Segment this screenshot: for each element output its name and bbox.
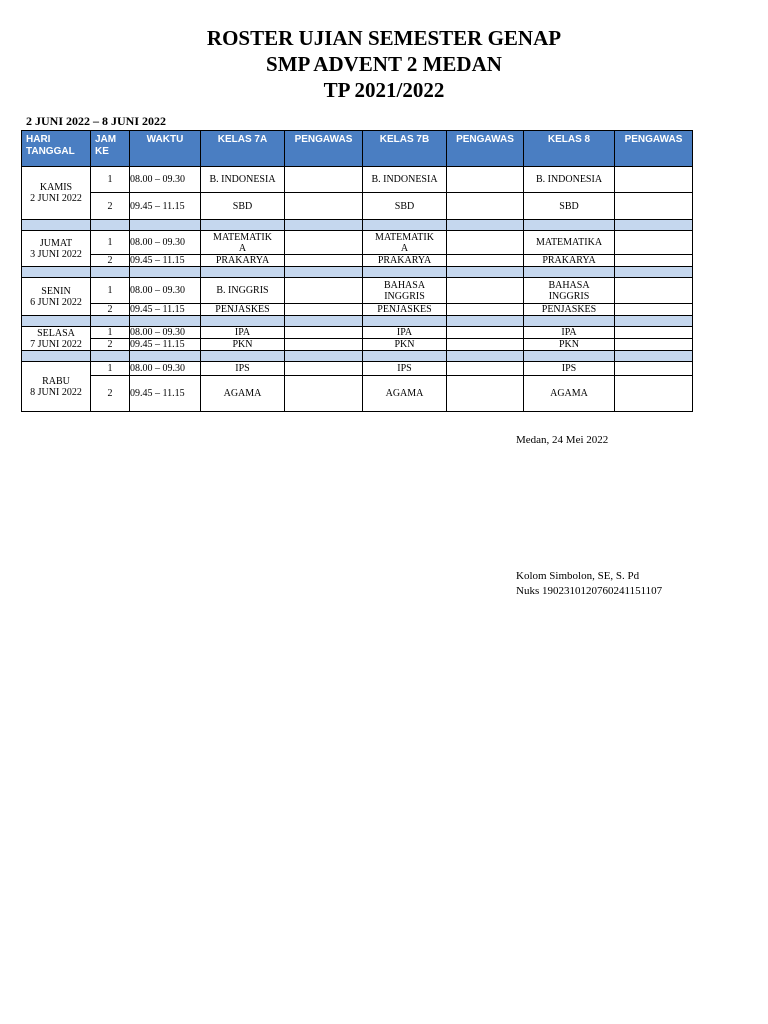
day-date: 6 JUNI 2022 [30, 296, 82, 308]
kelas-8-cell: SBD [524, 193, 615, 220]
pengawas-cell [285, 231, 363, 255]
academic-year: TP 2021/2022 [323, 78, 445, 102]
pengawas-cell [285, 255, 363, 267]
jam-ke-cell: 2 [91, 376, 130, 412]
waktu-cell: 08.00 – 09.30 [130, 327, 201, 339]
table-row [22, 255, 693, 267]
separator-cell [447, 316, 524, 327]
day-date-cell [22, 362, 91, 412]
table-row [22, 304, 693, 316]
day-date-cell [22, 231, 91, 267]
kelas-8-cell: B. INDONESIA [524, 167, 615, 193]
pengawas-cell [615, 231, 693, 255]
day-name: JUMAT [39, 237, 73, 249]
pengawas-cell [285, 376, 363, 412]
pengawas-cell [285, 304, 363, 316]
table-row [22, 167, 693, 193]
kelas-7b-cell: PRAKARYA [363, 255, 447, 267]
day-date: 8 JUNI 2022 [30, 386, 82, 398]
separator-cell [447, 220, 524, 231]
day-name: RABU [42, 375, 70, 387]
table-row [22, 376, 693, 412]
jam-ke-cell: 1 [91, 362, 130, 376]
separator-cell [91, 316, 130, 327]
kelas-7a-cell: PENJASKES [201, 304, 285, 316]
pengawas-cell [615, 278, 693, 304]
day-date-cell [22, 327, 91, 351]
jam-ke-cell: 2 [91, 339, 130, 351]
pengawas-cell [285, 327, 363, 339]
separator-cell [524, 316, 615, 327]
pengawas-cell [615, 362, 693, 376]
kelas-7b-cell: SBD [363, 193, 447, 220]
separator-row [22, 267, 693, 278]
header-kelas-8: KELAS 8 [524, 131, 615, 167]
pengawas-cell [285, 362, 363, 376]
pengawas-cell [447, 327, 524, 339]
header-pengawas: PENGAWAS [285, 131, 363, 167]
pengawas-cell [285, 339, 363, 351]
separator-cell [524, 220, 615, 231]
jam-ke-cell: 2 [91, 193, 130, 220]
pengawas-cell [447, 376, 524, 412]
waktu-cell: 08.00 – 09.30 [130, 167, 201, 193]
school-name: SMP ADVENT 2 MEDAN [266, 52, 502, 76]
separator-cell [615, 351, 693, 362]
kelas-7b-cell: IPA [363, 327, 447, 339]
separator-cell [201, 351, 285, 362]
kelas-8-cell: IPS [524, 362, 615, 376]
table-row [22, 231, 693, 255]
kelas-7b-cell: PENJASKES [363, 304, 447, 316]
kelas-8-cell: AGAMA [524, 376, 615, 412]
table-row [22, 327, 693, 339]
separator-cell [285, 267, 363, 278]
kelas-7b-cell: B. INDONESIA [363, 167, 447, 193]
header-kelas-7b: KELAS 7B [363, 131, 447, 167]
signature-id: Nuks 1902310120760241151107 [516, 585, 663, 597]
kelas-7a-cell: IPA [201, 327, 285, 339]
kelas-7b-cell: BAHASA INGGRIS [363, 278, 447, 304]
separator-cell [615, 267, 693, 278]
kelas-7a-cell: PRAKARYA [201, 255, 285, 267]
separator-cell [22, 267, 91, 278]
separator-cell [524, 351, 615, 362]
kelas-7a-cell: MATEMATIK A [201, 231, 285, 255]
separator-cell [130, 316, 201, 327]
jam-ke-cell: 2 [91, 304, 130, 316]
header-waktu: WAKTU [130, 131, 201, 167]
waktu-cell: 08.00 – 09.30 [130, 362, 201, 376]
pengawas-cell [447, 339, 524, 351]
kelas-8-cell: PKN [524, 339, 615, 351]
table-header-row [22, 131, 693, 167]
kelas-8-cell: MATEMATIKA [524, 231, 615, 255]
separator-cell [130, 351, 201, 362]
separator-cell [201, 220, 285, 231]
kelas-7a-cell: AGAMA [201, 376, 285, 412]
separator-cell [615, 316, 693, 327]
separator-cell [447, 267, 524, 278]
separator-row [22, 351, 693, 362]
kelas-7a-cell: PKN [201, 339, 285, 351]
page-title: ROSTER UJIAN SEMESTER GENAP [206, 26, 562, 50]
waktu-cell: 09.45 – 11.15 [130, 376, 201, 412]
header-pengawas: PENGAWAS [615, 131, 693, 167]
pengawas-cell [285, 278, 363, 304]
pengawas-cell [615, 255, 693, 267]
day-date-cell [22, 278, 91, 316]
kelas-7b-cell: IPS [363, 362, 447, 376]
signature-place-date: Medan, 24 Mei 2022 [516, 434, 609, 446]
separator-cell [201, 267, 285, 278]
day-name: KAMIS [39, 182, 73, 193]
date-range: 2 JUNI 2022 – 8 JUNI 2022 [26, 114, 167, 128]
day-date-cell [22, 167, 91, 220]
waktu-cell: 08.00 – 09.30 [130, 278, 201, 304]
separator-cell [447, 351, 524, 362]
separator-cell [363, 316, 447, 327]
header-jam-ke: JAM KE [91, 131, 130, 167]
kelas-8-cell: PENJASKES [524, 304, 615, 316]
kelas-7a-cell: B. INDONESIA [201, 167, 285, 193]
header-hari-tanggal: HARI TANGGAL [22, 131, 91, 167]
header-kelas-7a: KELAS 7A [201, 131, 285, 167]
pengawas-cell [615, 339, 693, 351]
day-name: SENIN [41, 285, 71, 297]
waktu-cell: 09.45 – 11.15 [130, 304, 201, 316]
day-date: 7 JUNI 2022 [30, 338, 82, 350]
separator-row [22, 220, 693, 231]
separator-cell [22, 316, 91, 327]
kelas-8-cell: IPA [524, 327, 615, 339]
separator-cell [524, 267, 615, 278]
separator-cell [22, 220, 91, 231]
waktu-cell: 09.45 – 11.15 [130, 339, 201, 351]
separator-cell [285, 351, 363, 362]
pengawas-cell [615, 376, 693, 412]
separator-cell [285, 316, 363, 327]
separator-cell [363, 351, 447, 362]
separator-cell [285, 220, 363, 231]
separator-cell [91, 220, 130, 231]
separator-cell [22, 351, 91, 362]
pengawas-cell [615, 193, 693, 220]
pengawas-cell [615, 167, 693, 193]
jam-ke-cell: 1 [91, 167, 130, 193]
jam-ke-cell: 1 [91, 327, 130, 339]
kelas-7a-cell: SBD [201, 193, 285, 220]
day-name: SELASA [37, 327, 75, 339]
waktu-cell: 09.45 – 11.15 [130, 193, 201, 220]
kelas-8-cell: PRAKARYA [524, 255, 615, 267]
pengawas-cell [447, 167, 524, 193]
pengawas-cell [285, 193, 363, 220]
separator-row [22, 316, 693, 327]
separator-cell [363, 220, 447, 231]
separator-cell [130, 220, 201, 231]
exam-roster-table [21, 130, 693, 412]
kelas-7b-cell: PKN [363, 339, 447, 351]
kelas-7a-cell: B. INGGRIS [201, 278, 285, 304]
table-row [22, 278, 693, 304]
separator-cell [91, 267, 130, 278]
kelas-7a-cell: IPS [201, 362, 285, 376]
separator-cell [363, 267, 447, 278]
kelas-7b-cell: AGAMA [363, 376, 447, 412]
separator-cell [201, 316, 285, 327]
table-row [22, 339, 693, 351]
kelas-7b-cell: MATEMATIK A [363, 231, 447, 255]
signature-name: Kolom Simbolon, SE, S. Pd [516, 570, 640, 582]
pengawas-cell [615, 327, 693, 339]
pengawas-cell [447, 278, 524, 304]
pengawas-cell [447, 231, 524, 255]
day-date: 2 JUNI 2022 [30, 193, 82, 204]
waktu-cell: 09.45 – 11.15 [130, 255, 201, 267]
waktu-cell: 08.00 – 09.30 [130, 231, 201, 255]
separator-cell [91, 351, 130, 362]
jam-ke-cell: 1 [91, 278, 130, 304]
pengawas-cell [615, 304, 693, 316]
separator-cell [615, 220, 693, 231]
jam-ke-cell: 1 [91, 231, 130, 255]
table-row [22, 193, 693, 220]
pengawas-cell [285, 167, 363, 193]
pengawas-cell [447, 255, 524, 267]
kelas-8-cell: BAHASA INGGRIS [524, 278, 615, 304]
table-row [22, 362, 693, 376]
pengawas-cell [447, 304, 524, 316]
separator-cell [130, 267, 201, 278]
pengawas-cell [447, 362, 524, 376]
pengawas-cell [447, 193, 524, 220]
jam-ke-cell: 2 [91, 255, 130, 267]
day-date: 3 JUNI 2022 [30, 248, 82, 260]
header-pengawas: PENGAWAS [447, 131, 524, 167]
